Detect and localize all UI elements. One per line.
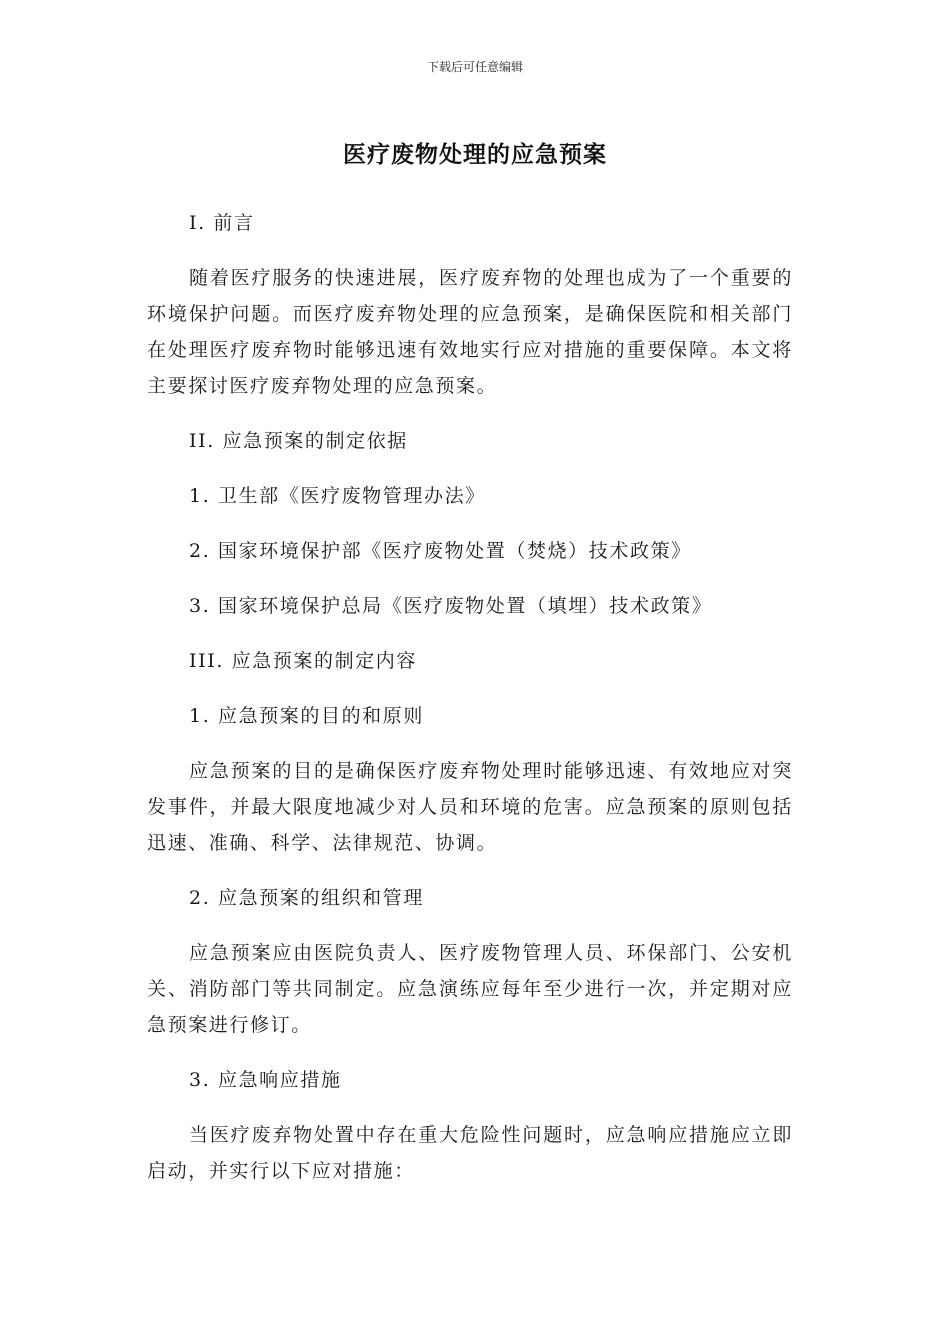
paragraph-response: 当医疗废弃物处置中存在重大危险性问题时，应急响应措施应立即启动，并实行以下应对措施： xyxy=(147,1124,793,1182)
paragraph-preface: 随着医疗服务的快速进展，医疗废弃物的处理也成为了一个重要的环境保护问题。而医疗废弃物处理的应急预案，是确保医院和相关部门在处理医疗废弃物时能够迅速有效地实行应对措施的重要保障。本文将主要探讨医疗废弃物处理的应急预案。 xyxy=(147,267,793,397)
paragraph-organization: 应急预案应由医院负责人、医疗废物管理人员、环保部门、公安机关、消防部门等共同制定。应急演练应每年至少进行一次，并定期对应急预案进行修订。 xyxy=(147,942,793,1036)
list-item-basis-2: 2. 国家环境保护部《医疗废物处置（焚烧）技术政策》 xyxy=(189,540,692,562)
section-heading-preface: I. 前言 xyxy=(189,212,255,234)
paragraph-purpose: 应急预案的目的是确保医疗废弃物处理时能够迅速、有效地应对突发事件，并最大限度地减少对人员和环境的危害。应急预案的原则包括迅速、准确、科学、法律规范、协调。 xyxy=(147,760,793,854)
header-note: 下载后可任意编辑 xyxy=(426,60,523,74)
subheading-purpose: 1. 应急预案的目的和原则 xyxy=(189,705,424,727)
section-heading-basis: II. 应急预案的制定依据 xyxy=(189,430,408,452)
section-heading-content: III. 应急预案的制定内容 xyxy=(189,650,417,672)
document-body xyxy=(147,205,793,1208)
subheading-response: 3. 应急响应措施 xyxy=(189,1069,342,1091)
document-title: 医疗废物处理的应急预案 xyxy=(343,142,607,168)
list-item-basis-3: 3. 国家环境保护总局《医疗废物处置（填埋）技术政策》 xyxy=(189,595,713,617)
subheading-organization: 2. 应急预案的组织和管理 xyxy=(189,887,424,909)
list-item-basis-1: 1. 卫生部《医疗废物管理办法》 xyxy=(189,485,486,507)
